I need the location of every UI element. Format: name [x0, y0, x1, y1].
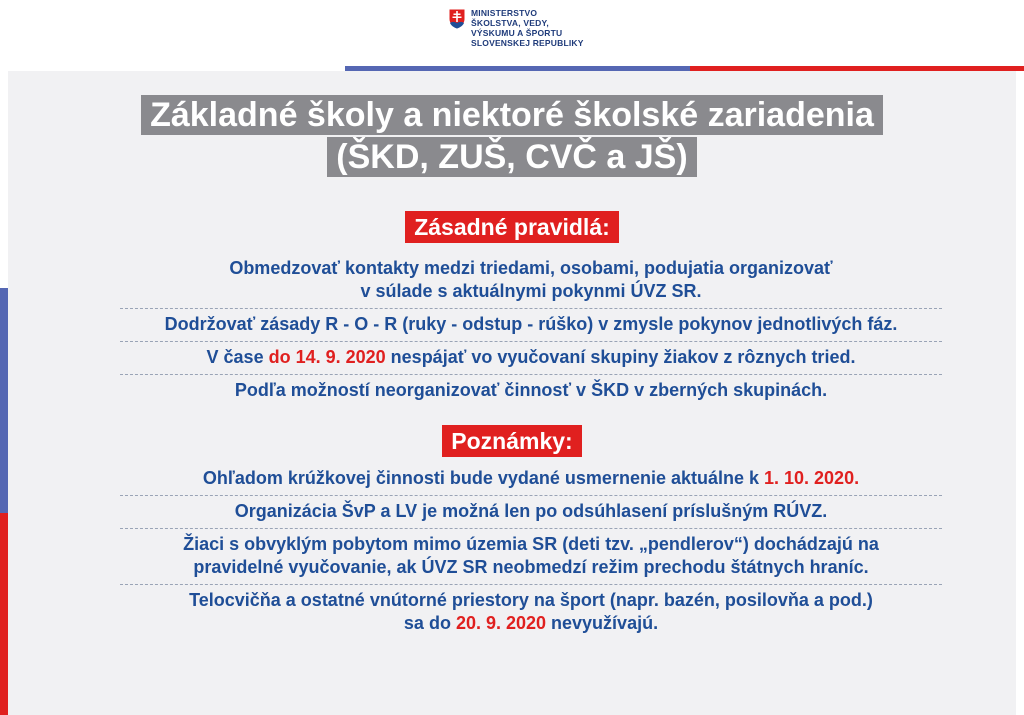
note-text: Organizácia ŠvP a LV je možná len po odsúhlasení príslušným RÚVZ.	[234, 501, 828, 521]
side-stripe-red	[0, 513, 8, 715]
side-stripe-blue	[0, 288, 8, 513]
note-text: Telocvičňa a ostatné vnútorné priestory na šport (napr. bazén, posilovňa a pod.)	[189, 590, 873, 610]
title-line-1: Základné školy a niektoré školské zariadenia	[141, 95, 883, 135]
note-text: sa do	[403, 613, 456, 633]
header	[0, 0, 1024, 66]
note-item	[120, 496, 942, 529]
rule-text: Obmedzovať kontakty medzi triedami, osobami, podujatia organizovať	[229, 258, 833, 278]
date-highlight: 1. 10. 2020.	[764, 468, 860, 488]
notes-label: Poznámky:	[442, 425, 581, 457]
note-item	[120, 585, 942, 640]
rule-text: Podľa možností neorganizovať činnosť v ŠKD v zberných skupinách.	[234, 380, 828, 400]
logo-line: ŠKOLSTVA, VEDY,	[471, 18, 549, 28]
rule-text: Dodržovať zásady R - O - R (ruky - odstup - rúško) v zmysle pokynov jednotlivých fáz.	[164, 314, 898, 334]
notes-heading	[0, 425, 1024, 457]
rule-item	[120, 342, 942, 375]
rule-item	[120, 309, 942, 342]
note-text: pravidelné vyučovanie, ak ÚVZ SR neobmedzí režim prechodu štátnych hraníc.	[193, 557, 869, 577]
notes-list	[120, 463, 942, 640]
rules-list	[120, 253, 942, 407]
logo-line: MINISTERSTVO	[471, 8, 538, 18]
logo-line: VÝSKUMU A ŠPORTU	[471, 28, 563, 38]
rule-text: v súlade s aktuálnymi pokynmi ÚVZ SR.	[360, 281, 702, 301]
note-text: Ohľadom krúžkovej činnosti bude vydané usmernenie aktuálne k	[202, 468, 764, 488]
logo-text	[471, 8, 584, 48]
note-text: nevyužívajú.	[546, 613, 659, 633]
date-highlight: 20. 9. 2020	[455, 613, 547, 633]
ministry-logo	[448, 8, 584, 48]
page-title	[0, 95, 1024, 177]
date-highlight: do 14. 9. 2020	[268, 347, 386, 367]
rules-label: Zásadné pravidlá:	[405, 211, 619, 243]
rules-heading	[0, 211, 1024, 243]
rule-item	[120, 375, 942, 407]
rule-text: nespájať vo vyučovaní skupiny žiakov z rôznych tried.	[385, 347, 856, 367]
title-line-2: (ŠKD, ZUŠ, CVČ a JŠ)	[327, 137, 696, 177]
rule-text: V čase	[206, 347, 269, 367]
note-item	[120, 529, 942, 585]
coat-of-arms-icon	[448, 8, 466, 30]
rule-item	[120, 253, 942, 309]
note-item	[120, 463, 942, 496]
note-text: Žiaci s obvyklým pobytom mimo územia SR (deti tzv. „pendlerov“) dochádzajú na	[183, 534, 879, 554]
logo-line: SLOVENSKEJ REPUBLIKY	[471, 38, 584, 48]
